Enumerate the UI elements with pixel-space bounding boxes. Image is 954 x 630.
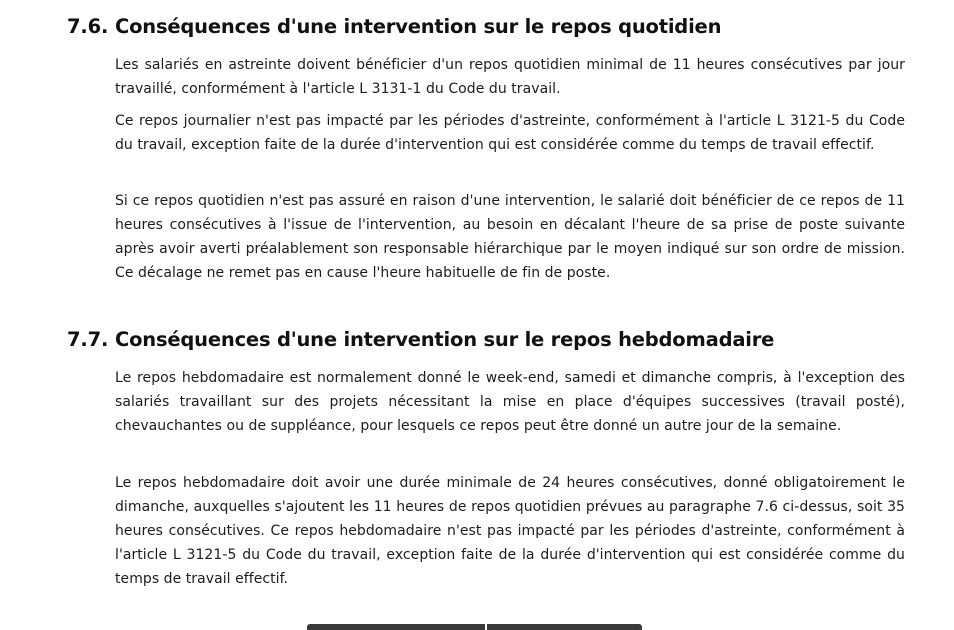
- section-title: Conséquences d'une intervention sur le repos quotidien: [115, 15, 722, 38]
- section-heading-7-7: [67, 328, 774, 351]
- paragraph: Si ce repos quotidien n'est pas assuré en raison d'une intervention, le salarié doit bénéficier de ce repos de 11 heures consécutives à l'issue de l'intervention, au besoin en décalant l'heure de sa prise de poste suivante après avoir averti préalablement son responsable hiérarchique par le moyen indiqué sur son ordre de mission. Ce décalage ne remet pas en cause l'heure habituelle de fin de poste.: [115, 193, 905, 281]
- paragraph: Le repos hebdomadaire est normalement donné le week-end, samedi et dimanche compris, à l'exception des salariés travaillant sur des projets nécessitant la mise en place d'équipes successives (travail posté), chevauchantes ou de suppléance, pour lesquels ce repos peut être donné un autre jour de la semaine.: [115, 370, 905, 434]
- paragraph: Les salariés en astreinte doivent bénéficier d'un repos quotidien minimal de 11 heures consécutives par jour travaillé, conformément à l'article L 3131-1 du Code du travail.: [115, 57, 905, 97]
- section-title: Conséquences d'une intervention sur le repos hebdomadaire: [115, 328, 775, 351]
- section-number: 7.6.: [67, 15, 109, 38]
- section-heading-7-6: [67, 15, 721, 38]
- bottom-toolbar[interactable]: [307, 624, 642, 630]
- paragraph: Le repos hebdomadaire doit avoir une durée minimale de 24 heures consécutives, donné obligatoirement le dimanche, auxquelles s'ajoutent les 11 heures de repos quotidien prévues au paragraphe 7.6 ci-dessus, soit 35 heures consécutives. Ce repos hebdomadaire n'est pas impacté par les périodes d'astreinte, conformément à l'article L 3121-5 du Code du travail, exception faite de la durée d'intervention qui est considérée comme du temps de travail effectif.: [115, 475, 905, 587]
- section-number: 7.7.: [67, 328, 109, 351]
- toolbar-divider: [485, 624, 487, 630]
- paragraph: Ce repos journalier n'est pas impacté par les périodes d'astreinte, conformément à l'article L 3121-5 du Code du travail, exception faite de la durée d'intervention qui est considérée comme du temps de travail effectif.: [115, 113, 905, 153]
